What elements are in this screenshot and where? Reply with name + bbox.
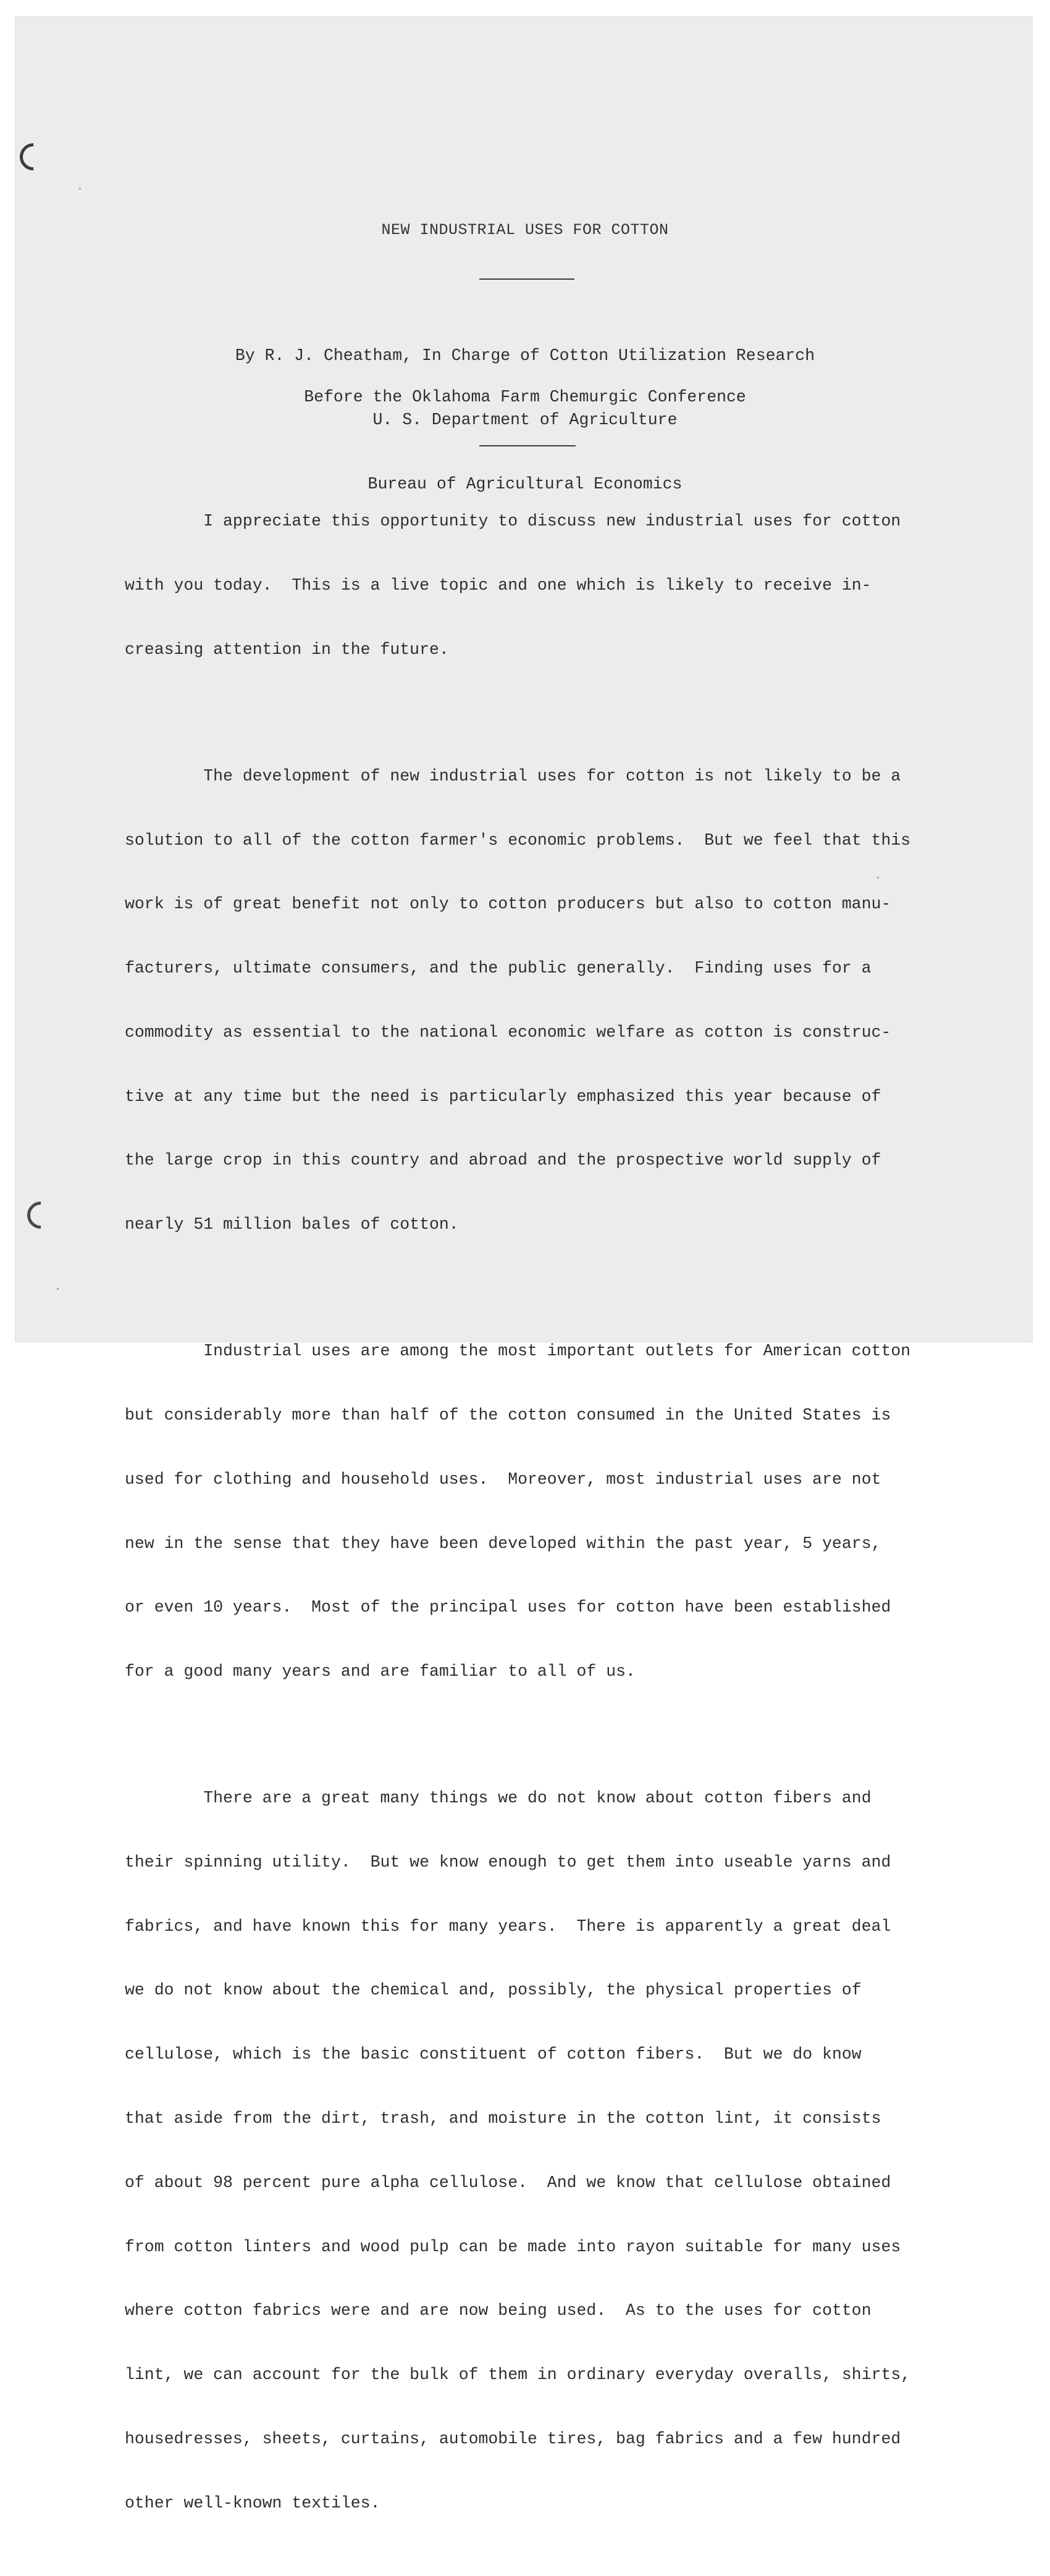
text-line: nearly 51 million bales of cotton. [125, 1215, 459, 1234]
text-line: that aside from the dirt, trash, and moisture in the cotton lint, it consists [125, 2109, 881, 2128]
title-divider [479, 278, 574, 280]
text-line: solution to all of the cotton farmer's economic problems. But we feel that this [125, 830, 911, 850]
paragraph-2 [125, 723, 940, 1278]
text-line: used for clothing and household uses. Moreover, most industrial uses are not [125, 1470, 881, 1489]
text-line: work is of great benefit not only to cotton producers but also to cotton manu- [125, 895, 891, 914]
byline-department: U. S. Department of Agriculture [372, 410, 678, 429]
text-line: fabrics, and have known this for many years. There is apparently a great deal [125, 1917, 891, 1936]
byline-bureau: Bureau of Agricultural Economics [368, 474, 682, 493]
header-divider [479, 445, 576, 446]
text-line: the large crop in this country and abroad and the prospective world supply of [125, 1151, 881, 1170]
text-line: or even 10 years. Most of the principal uses for cotton have been established [125, 1598, 891, 1617]
text-line: tive at any time but the need is particularly emphasized this year because of [125, 1087, 881, 1106]
text-line: lint, we can account for the bulk of them in ordinary everyday overalls, shirts, [125, 2365, 911, 2385]
text-line: their spinning utility. But we know enough to get them into useable yarns and [125, 1852, 891, 1871]
text-line: where cotton fabrics were and are now being used. As to the uses for cotton [125, 2301, 872, 2320]
text-line: The development of new industrial uses for cotton is not likely to be a [125, 766, 901, 785]
paragraph-3 [125, 1298, 940, 1725]
body-text [125, 468, 940, 2576]
text-line: but considerably more than half of the cotton consumed in the United States is [125, 1405, 891, 1424]
text-line: cellulose, which is the basic constituent of cotton fibers. But we do know [125, 2045, 862, 2064]
text-line: from cotton linters and wood pulp can be made into rayon suitable for many uses [125, 2237, 901, 2256]
text-line: for a good many years and are familiar to all of us. [125, 1662, 636, 1681]
text-line: new in the sense that they have been developed within the past year, 5 years, [125, 1534, 881, 1553]
text-line: creasing attention in the future. [125, 640, 449, 659]
text-line: There are a great many things we do not know about cotton fibers and [125, 1789, 872, 1808]
paper-speck [57, 1288, 59, 1290]
text-line: Industrial uses are among the most important outlets for American cotton [125, 1342, 911, 1361]
occasion-line: Before the Oklahoma Farm Chemurgic Conference [304, 388, 746, 406]
text-line: we do not know about the chemical and, possibly, the physical properties of [125, 1981, 862, 2000]
text-line: other well-known textiles. [125, 2493, 380, 2512]
text-line: with you today. This is a live topic and one which is likely to receive in- [125, 575, 872, 595]
text-line: of about 98 percent pure alpha cellulose. And we know that cellulose obtained [125, 2173, 891, 2192]
paragraph-1 [125, 468, 940, 703]
paragraph-4 [125, 1745, 940, 2557]
text-line: housedresses, sheets, curtains, automobile tires, bag fabrics and a few hundred [125, 2429, 901, 2448]
text-line: facturers, ultimate consumers, and the public generally. Finding uses for a [125, 959, 872, 978]
paper-speck [79, 188, 81, 190]
document-title: NEW INDUSTRIAL USES FOR COTTON [381, 221, 669, 239]
text-line: commodity as essential to the national economic welfare as cotton is construc- [125, 1022, 891, 1042]
byline-author: By R. J. Cheatham, In Charge of Cotton Utilization Research [235, 346, 815, 366]
text-line: I appreciate this opportunity to discuss new industrial uses for cotton [125, 512, 901, 531]
